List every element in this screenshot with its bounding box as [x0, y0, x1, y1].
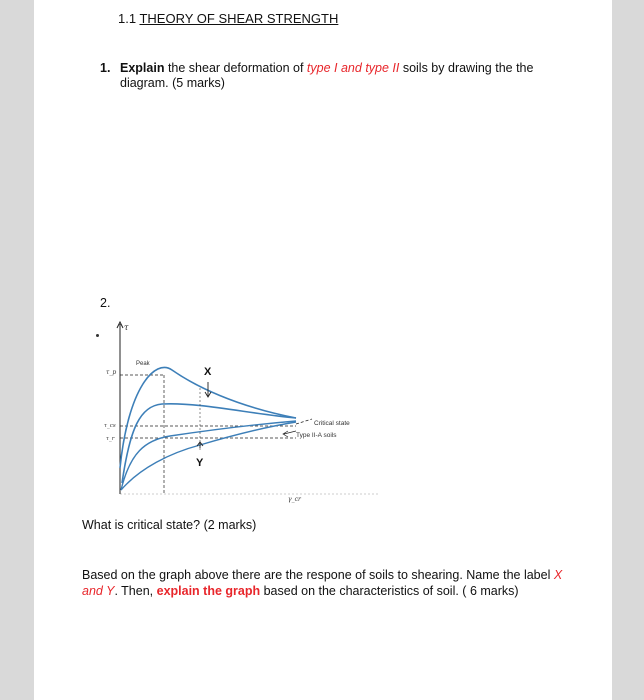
- tau-cs-tick-label: τ_cs: [104, 423, 116, 429]
- critical-state-label: Critical state: [314, 420, 350, 427]
- based-text-b: . Then,: [114, 583, 157, 598]
- x-label: X: [204, 366, 212, 378]
- q1-text-b: soils by drawing the the diagram. (5 marks): [120, 61, 534, 90]
- type-iia-label: Type II-A soils: [296, 432, 337, 439]
- right-page-edge: [612, 0, 644, 700]
- and-text: and: [337, 61, 366, 75]
- y-label: Y: [196, 457, 204, 469]
- question-1-number: 1.: [100, 61, 111, 75]
- question-1: [100, 61, 570, 91]
- type-i-text: type I: [306, 61, 338, 75]
- tau-p-tick-label: τ_p: [106, 369, 117, 376]
- bullet-dot: [96, 334, 99, 337]
- shear-stress-strain-chart: [100, 318, 400, 518]
- explain-keyword: Explain: [120, 61, 165, 75]
- question-1-text: [120, 61, 570, 91]
- type-ii-text: type II: [365, 61, 400, 75]
- critical-state-question: What is critical state? (2 marks): [82, 518, 257, 532]
- section-number: 1.1: [118, 11, 137, 26]
- loose-curve: [121, 422, 296, 490]
- peak-label: Peak: [136, 361, 150, 367]
- left-page-edge: [0, 0, 34, 700]
- type-iia-pointer: [283, 431, 296, 437]
- section-title: THEORY OF SHEAR STRENGTH: [139, 11, 339, 26]
- x-and-y-text: X and Y: [82, 568, 563, 598]
- critical-state-dashed-line: [296, 419, 312, 424]
- section-heading: [118, 11, 338, 26]
- y-arrow: [197, 442, 203, 448]
- graph-question: [82, 568, 582, 599]
- type-iia-curve: [121, 421, 296, 490]
- based-text-c: based on the characteristics of soil. ( 6 marks): [260, 583, 519, 598]
- explain-graph-text: explain the graph: [156, 583, 261, 598]
- based-text-a: Based on the graph above there are the respone of soils to shearing. Name the label: [82, 568, 554, 582]
- y-axis-label: τ: [124, 323, 129, 332]
- x-axis-label: γ_cr: [288, 496, 301, 503]
- tau-r-tick-label: τ_r: [106, 436, 115, 442]
- question-2-number: 2.: [100, 296, 111, 310]
- q1-text-a: the shear deformation of: [164, 61, 307, 75]
